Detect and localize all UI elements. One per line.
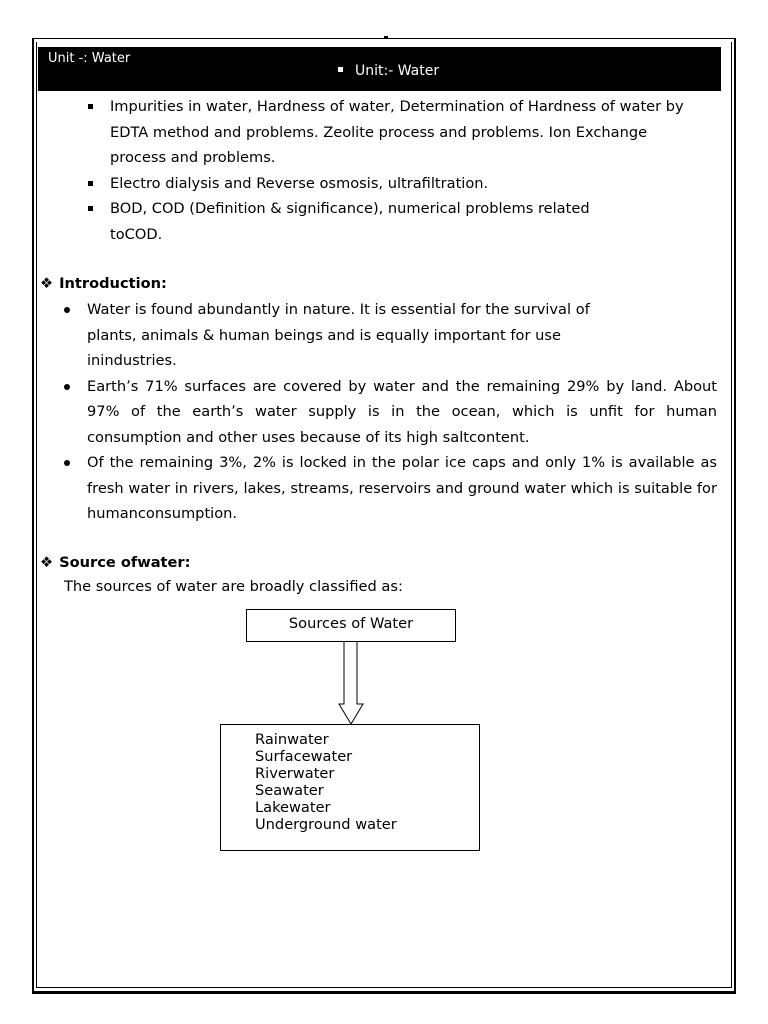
list-item (62, 450, 718, 527)
list-item-text: Water is found abundantly in nature. It is essential for the survival of plants, animals & human beings and is equally important for use inindustries. (87, 301, 590, 369)
water-sources-box (220, 724, 480, 851)
list-item (62, 374, 718, 451)
list-item (88, 94, 708, 171)
square-bullet-icon (338, 67, 343, 72)
introduction-heading-text: Introduction: (59, 275, 167, 292)
round-bullet-icon (64, 307, 70, 313)
list-item (62, 297, 718, 374)
diamond-bullet-icon: ❖ (40, 275, 54, 292)
list-item: Lakewater (255, 799, 331, 816)
header-center-text: Unit:- Water (355, 63, 440, 79)
square-bullet-icon (88, 181, 93, 186)
list-item: Surfacewater (255, 748, 353, 765)
header-bar (38, 47, 721, 91)
down-arrow-icon (336, 642, 368, 726)
source-heading (40, 554, 190, 571)
diamond-bullet-icon: ❖ (40, 554, 54, 571)
introduction-heading (40, 275, 167, 292)
header-left-label: Unit -: Water (48, 51, 131, 66)
list-item-text: BOD, COD (Definition & significance), numerical problems related toCOD. (110, 200, 590, 243)
square-bullet-icon (88, 206, 93, 211)
list-item: Seawater (255, 782, 324, 799)
list-item (88, 196, 708, 247)
list-item-text: Earth’s 71% surfaces are covered by water and the remaining 29% by land. About 97% of the earth’s water supply is in the ocean, which is unfit for human consumption and other uses because of its high saltcontent. (87, 377, 717, 446)
list-item-text: Electro dialysis and Reverse osmosis, ultrafiltration. (110, 174, 489, 192)
list-item (88, 171, 708, 197)
water-sources-list (221, 725, 479, 833)
list-item: Riverwater (255, 765, 335, 782)
list-item-text: Impurities in water, Hardness of water, Determination of Hardness of water by EDTA method and problems. Zeolite process and problems. Ion Exchange process and problems. (110, 98, 684, 166)
introduction-list (62, 297, 718, 527)
header-center-label (338, 63, 439, 79)
list-item: Underground water (255, 816, 397, 833)
topic-list (88, 94, 708, 247)
top-mark (384, 36, 388, 39)
source-heading-text: Source ofwater: (59, 554, 191, 571)
list-item-text: Of the remaining 3%, 2% is locked in the polar ice caps and only 1% is available as fresh water in rivers, lakes, streams, reservoirs and ground water which is suitable for humanconsumption. (87, 454, 717, 522)
round-bullet-icon (64, 460, 70, 466)
diagram-title-box: Sources of Water (246, 609, 456, 642)
square-bullet-icon (88, 104, 93, 109)
source-intro-text: The sources of water are broadly classified as: (64, 578, 403, 595)
round-bullet-icon (64, 384, 70, 390)
list-item: Rainwater (255, 731, 329, 748)
